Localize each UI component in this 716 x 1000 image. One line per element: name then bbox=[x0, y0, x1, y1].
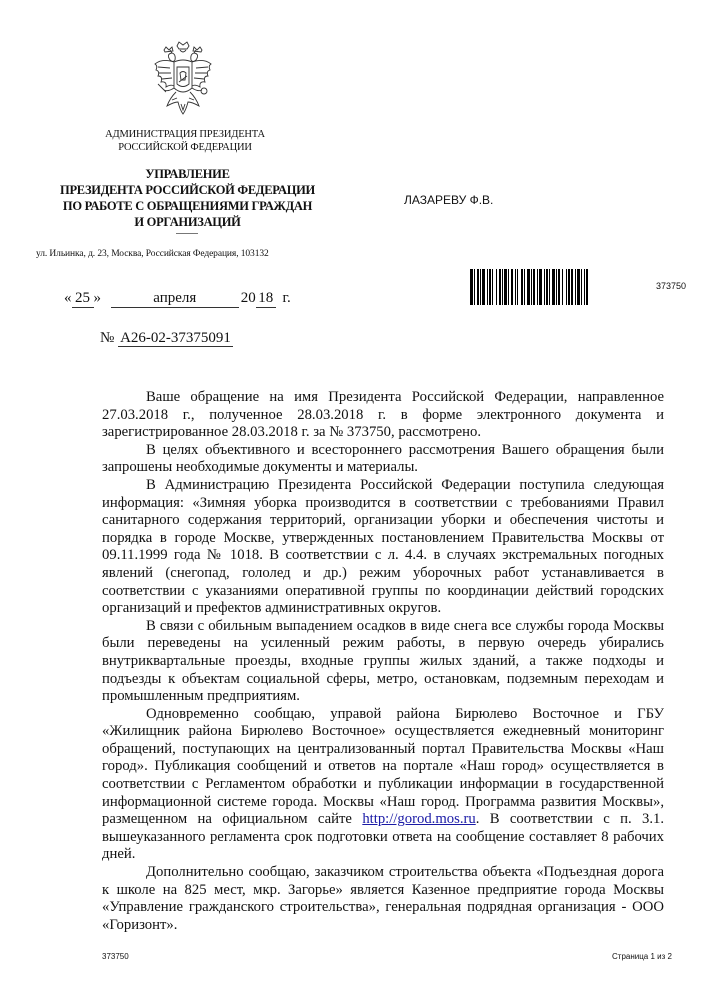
body-paragraph: В связи с обильным выпадением осадков в виде снега все службы города Москвы были переведены на усиленный режим работы, в первую очередь убирались внутриквартальные проезды, входные группы жилых зданий, а также подходы и подъезды к объектам социальной сферы, метро, остановкам, подземным переходам и промышленным предприятиям. bbox=[102, 617, 664, 705]
footer-doc-id: 373750 bbox=[102, 952, 129, 961]
body-paragraph: Ваше обращение на имя Президента Российской Федерации, направленное 27.03.2018 г., полученное 28.03.2018 г. в форме электронного документа и зарегистрированное 28.03.2018 г. за № 373750, рассмотрено. bbox=[102, 389, 664, 441]
body-text: Одновременно сообщаю, управой района Бирюлево Восточное и ГБУ «Жилищник района Бирюлево Восточное» осуществляется ежедневный мониторинг обращений, поступающих на централизованный портал Правительства Москвы «Наш город». Публикация сообщений и ответов на портале «Наш город» осуществляется в соответствии с Регламентом обработки и публикации информации в государственной информационной системе города. Москвы «Наш город. Программа развития Москвы», размещенном на официальном сайте bbox=[102, 705, 664, 828]
dept-line-4: И ОРГАНИЗАЦИЙ bbox=[134, 215, 241, 229]
registration-number bbox=[100, 330, 233, 347]
body-paragraph bbox=[102, 706, 664, 864]
sender-address: ул. Ильинка, д. 23, Москва, Российская Федерация, 103132 bbox=[36, 249, 269, 259]
department-heading bbox=[40, 166, 335, 230]
administration-heading bbox=[80, 128, 290, 154]
reg-prefix: № bbox=[100, 330, 115, 346]
dept-line-1: УПРАВЛЕНИЕ bbox=[145, 167, 230, 181]
barcode bbox=[470, 269, 642, 305]
gorod-link[interactable]: http://gorod.mos.ru bbox=[362, 811, 476, 828]
reg-number: А26-02-37375091 bbox=[120, 330, 231, 346]
date-day: 25 bbox=[72, 290, 94, 308]
barcode-number: 373750 bbox=[656, 281, 687, 291]
body-paragraph: Дополнительно сообщаю, заказчиком строительства объекта «Подъездная дорога к школе на 825 мест, мкр. Загорье» является Казенное предприятие города Москвы «Управление гражданского строительства», генеральная подрядная организация - ООО «Горизонт». bbox=[102, 864, 664, 933]
body-paragraph: В Администрацию Президента Российской Федерации поступила следующая информация: «Зимняя уборка производится в соответствии с требованиями Правил санитарного содержания территорий, организации уборки и обеспечения чистоты и порядка в городе Москве, утвержденных постановлением Правительства Москвы от 09.11.1999 года № 1018. В соответствии с л. 4.4. в случаях экстремальных погодных явлений (снегопад, гололед и др.) режим уборочных работ устанавливается в соответствии с указаниями оперативной группы по координации действий городских организаций и префектов административных округов. bbox=[102, 476, 664, 617]
admin-line-1: АДМИНИСТРАЦИЯ ПРЕЗИДЕНТА bbox=[105, 129, 265, 140]
date-month: апреля bbox=[111, 290, 239, 308]
dept-line-3: ПО РАБОТЕ С ОБРАЩЕНИЯМИ ГРАЖДАН bbox=[62, 199, 313, 213]
letter-date bbox=[64, 290, 291, 308]
heading-divider bbox=[176, 233, 198, 234]
date-year-suffix: 18 bbox=[256, 290, 276, 308]
body-paragraph: В целях объективного и всестороннего рассмотрения Вашего обращения были запрошены необходимые документы и материалы. bbox=[102, 441, 664, 476]
date-year-mark: г. bbox=[282, 290, 291, 306]
footer-page-number: Страница 1 из 2 bbox=[612, 952, 672, 961]
recipient-name: ЛАЗАРЕВУ Ф.В. bbox=[404, 193, 494, 207]
coat-of-arms-icon bbox=[150, 40, 216, 118]
letter-body bbox=[102, 389, 664, 934]
body-text: . В соответствии с п. 3.1. вышеуказанного регламента срок подготовки ответа на сообщение составляет 8 рабочих дней. bbox=[102, 811, 665, 863]
dept-line-2: ПРЕЗИДЕНТА РОССИЙСКОЙ ФЕДЕРАЦИИ bbox=[60, 183, 315, 197]
date-quote-close: » bbox=[93, 290, 101, 306]
date-year-prefix: 20 bbox=[240, 290, 256, 306]
date-quote-open: « bbox=[64, 290, 72, 306]
admin-line-2: РОССИЙСКОЙ ФЕДЕРАЦИИ bbox=[118, 142, 252, 153]
